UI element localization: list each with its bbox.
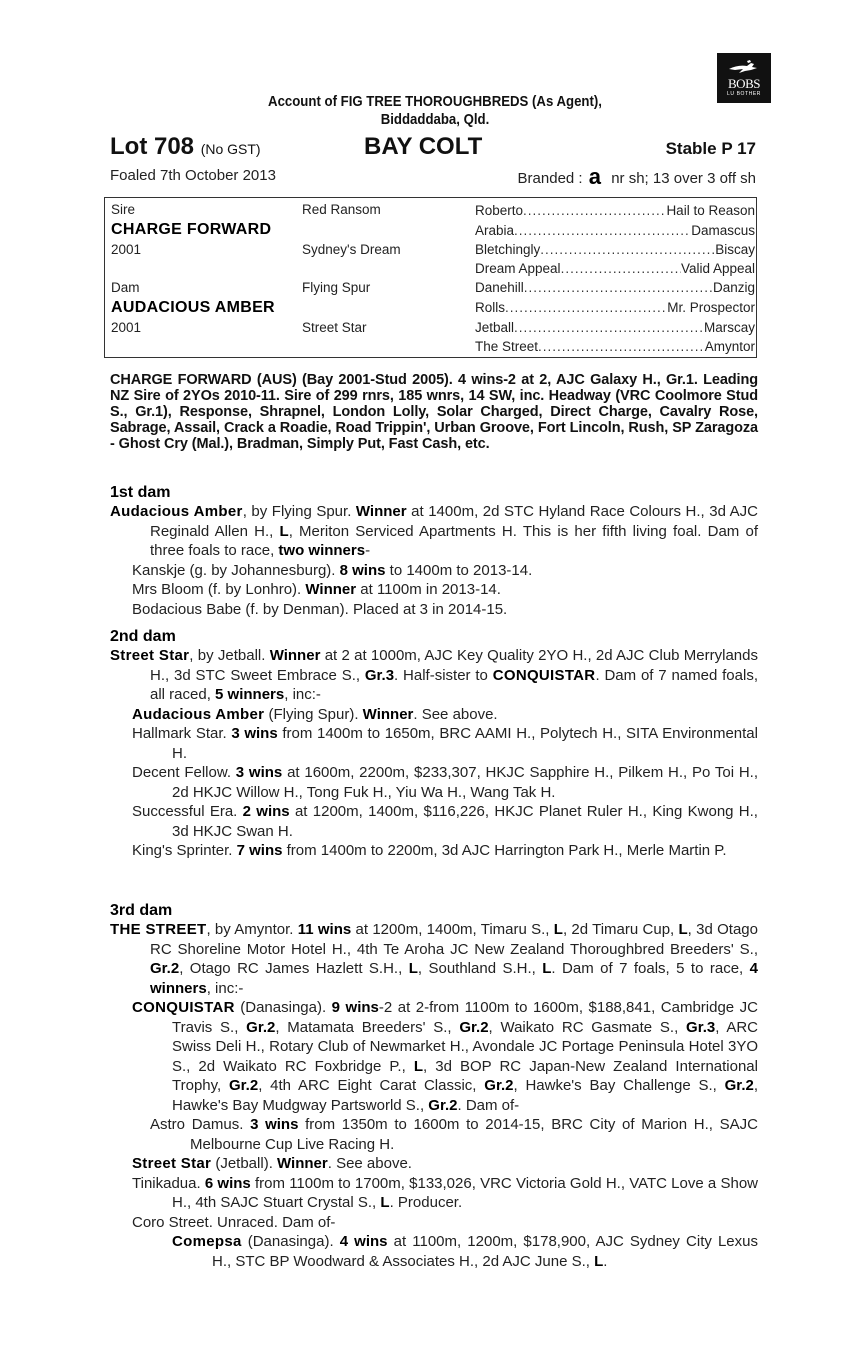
- brand-info: [518, 166, 756, 189]
- section-heading: 3rd dam: [110, 902, 173, 919]
- foal-entry: Astro Damus. 3 wins from 1350m to 1600m to 2014-15, BRC City of Marion H., SAJC Melbourne Cup Live Racing H.: [150, 1116, 758, 1153]
- foal-entry: Comepsa (Danasinga). 4 wins at 1100m, 1200m, $178,900, AJC Sydney City Lexus H., STC BP Woodward & Associates H., 2d AJC June S., L.: [172, 1233, 758, 1270]
- foal-entry: Audacious Amber (Flying Spur). Winner. See above.: [132, 705, 498, 723]
- lot-header: [110, 133, 760, 161]
- logo-subtitle: LU BOTHER: [726, 91, 762, 97]
- grandparent-row: Dream Appeal ..... Valid Appeal: [475, 259, 755, 278]
- vendor-header: [149, 93, 721, 129]
- grandparent-row: Rolls ..... Mr. Prospector: [475, 298, 755, 317]
- sire-dam: Sydney's Dream: [302, 242, 401, 257]
- grandparent-row: Danehill ..... Danzig: [475, 278, 755, 297]
- dam-entry: Street Star, by Jetball. Winner at 2 at 1000m, AJC Key Quality 2YO H., 2d AJC Club Merrylands H., 3d STC Sweet Embrace S., Gr.3. Half-sister to CONQUISTAR. Dam of 7 named foals, all raced, 5 winners, inc:-: [110, 647, 758, 703]
- bobs-logo: [717, 53, 771, 103]
- foal-entry: Street Star (Jetball). Winner. See above.: [132, 1155, 412, 1172]
- brand-mark-icon: a: [588, 164, 602, 189]
- foal-entry: Tinikadua. 6 wins from 1100m to 1700m, $133,026, VRC Victoria Gold H., VATC Love a Show H., 4th SAJC Stuart Crystal S., L. Producer.: [132, 1174, 759, 1211]
- horse-description: BAY COLT: [364, 133, 483, 160]
- grandparent-row: Jetball ..... Marscay: [475, 318, 755, 337]
- dam-sire: Flying Spur: [302, 280, 371, 295]
- dam-dam: Street Star: [302, 320, 367, 335]
- branded-label: Branded :: [517, 170, 583, 187]
- lot-label: Lot 708: [110, 133, 195, 160]
- foal-entry: King's Sprinter. 7 wins from 1400m to 2200m, 3d AJC Harrington Park H., Merle Martin P.: [132, 842, 727, 859]
- foal-entry: Hallmark Star. 3 wins from 1400m to 1650m, BRC AAMI H., Polytech H., SITA Environmental H.: [132, 725, 758, 762]
- sire-name: CHARGE FORWARD: [111, 221, 272, 238]
- sire-label: Sire: [111, 202, 136, 217]
- gst-note: (No GST): [200, 141, 261, 157]
- foal-entry: Coro Street. Unraced. Dam of-: [132, 1213, 336, 1231]
- stable-location: Stable P 17: [665, 139, 756, 158]
- grandparent-row: Bletchingly ..... Biscay: [475, 240, 755, 259]
- second-dam-section: [110, 627, 758, 861]
- grandparent-row: Arabia ..... Damascus: [475, 221, 755, 240]
- section-heading: 2nd dam: [110, 628, 176, 645]
- third-dam-section: [110, 901, 758, 1271]
- dam-entry: Audacious Amber, by Flying Spur. Winner at 1400m, 2d STC Hyland Race Colours H., 3d AJC Reginald Allen H., L, Meriton Serviced Apartments H. This is her fifth living foal. Dam of three foals to race, two winners-: [110, 503, 758, 559]
- foal-entry: Kanskje (g. by Johannesburg). 8 wins to 1400m to 2013-14.: [132, 561, 533, 579]
- foal-entry: Bodacious Babe (f. by Denman). Placed at 3 in 2014-15.: [132, 600, 508, 618]
- foaling-row: [110, 164, 760, 189]
- sire-sire: Red Ransom: [302, 202, 381, 217]
- pedigree-table: [104, 197, 757, 358]
- vendor-line-2: Biddaddaba, Qld.: [380, 111, 490, 128]
- horse-rider-icon: [727, 59, 761, 75]
- dam-name: AUDACIOUS AMBER: [111, 299, 275, 316]
- logo-brand: BOBS: [728, 76, 760, 91]
- vendor-line-1: Account of FIG TREE THOROUGHBREDS (As Agent),: [268, 93, 602, 110]
- foaled-date: Foaled 7th October 2013: [110, 167, 276, 184]
- brand-detail: nr sh; 13 over 3 off sh: [611, 170, 756, 187]
- first-dam-section: [110, 483, 758, 619]
- foal-entry: Mrs Bloom (f. by Lonhro). Winner at 1100m in 2013-14.: [132, 581, 501, 598]
- lot-number: [110, 133, 261, 163]
- grandparent-row: Roberto ..... Hail to Reason: [475, 201, 755, 220]
- foal-entry: Successful Era. 2 wins at 1200m, 1400m, $116,226, HKJC Planet Ruler H., King Kwong H., 3d HKJC Swan H.: [132, 803, 758, 840]
- section-heading: 1st dam: [110, 484, 171, 501]
- dam-year: 2001: [111, 320, 142, 335]
- sire-summary: CHARGE FORWARD (AUS) (Bay 2001-Stud 2005). 4 wins-2 at 2, AJC Galaxy H., Gr.1. Leading NZ Sire of 2YOs 2010-11. Sire of 299 rnrs, 185 wnrs, 14 SW, inc. Headway (VRC Coolmore Stud S., Gr.1), Response, Shrapnel, London Lolly, Solar Charged, Direct Charge, Cavalry Rose, Sabrage, Assail, Crack a Roadie, Road Trippin', Urban Groove, Fort Lincoln, Rush, SP Zaragoza - Ghost Cry (Mal.), Bradman, Simply Put, Fast Cash, etc.: [110, 372, 758, 452]
- sire-year: 2001: [111, 242, 142, 257]
- grandparent-row: The Street ..... Amyntor: [475, 337, 755, 356]
- foal-entry: Decent Fellow. 3 wins at 1600m, 2200m, $233,307, HKJC Sapphire H., Pilkem H., Po Toi H., 2d HKJC Willow H., Tong Fuk H., Yiu Wa H., Wang Tak H.: [132, 764, 759, 801]
- foal-entry: CONQUISTAR (Danasinga). 9 wins-2 at 2-from 1100m to 1600m, $188,841, Cambridge JC Travis S., Gr.2, Matamata Breeders' S., Gr.2, Waikato RC Gasmate S., Gr.3, ARC Swiss Deli H., Rotary Club of Newmarket H., Avondale JC Portage Peninsula Hotel 3YO S., 2d Waikato RC Foxbridge P., L, 3d BOP RC Japan-New Zealand International Trophy, Gr.2, 4th ARC Eight Carat Classic, Gr.2, Hawke's Bay Challenge S., Gr.2, Hawke's Bay Mudgway Partsworld S., Gr.2. Dam of-: [132, 999, 759, 1114]
- dam-label: Dam: [111, 280, 140, 295]
- dam-entry: THE STREET, by Amyntor. 11 wins at 1200m, 1400m, Timaru S., L, 2d Timaru Cup, L, 3d Otago RC Shoreline Motor Hotel H., 4th Te Aroha JC New Zealand Thoroughbred Breeders' S., Gr.2, Otago RC James Hazlett S.H., L, Southland S.H., L. Dam of 7 foals, 5 to race, 4 winners, inc:-: [110, 921, 758, 997]
